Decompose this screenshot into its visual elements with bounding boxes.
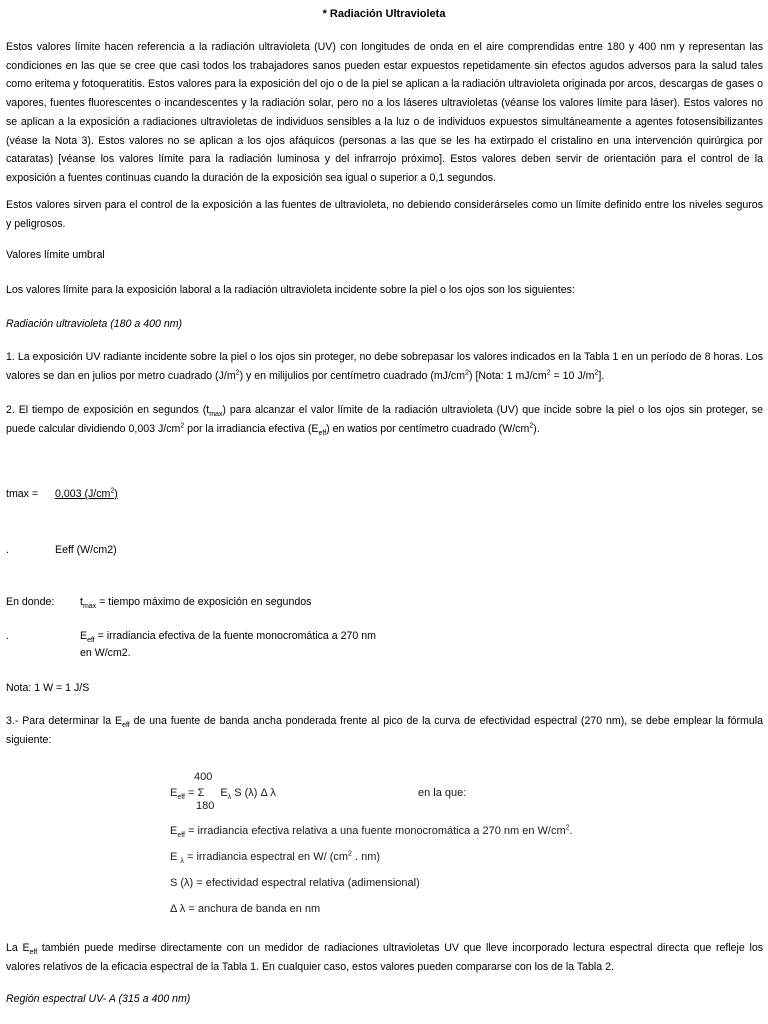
measurement-paragraph: La $E_{eff}$ también puede medirse directamente con un medidor de radiaciones ultravioletas UV que lleve incorporado lectura espectral directa que refleje los valores relativos de la eficacia espectral de la Tabla 1. En cualquier caso, estos valores pueden compararse con los de la Tabla 2. <box>6 942 764 973</box>
formula-def-dlambda: Δ λ = anchura de banda en nm <box>170 903 321 915</box>
point-3-paragraph: 3.- Para determinar la $E_{eff}$ de una fuente de banda ancha ponderada frente al pico de la curva de efectividad espectral (270 nm), se debe emplear la fórmula siguiente: <box>6 715 763 746</box>
tmax-dot: . <box>6 544 9 556</box>
where-eeff-unit: en W/cm2. <box>80 647 131 659</box>
subsection-heading-uva: Región espectral UV- A (315 a 400 nm) <box>6 993 191 1005</box>
where-dot: . <box>6 630 9 642</box>
tmax-lhs: tmax = <box>6 488 39 500</box>
note-watt: Nota: 1 W = 1 J/S <box>6 682 90 694</box>
point-1-paragraph: 1. La exposición UV radiante incidente sobre la piel o los ojos sin proteger, no debe sobrepasar los valores indicados en la Tabla 1 en un período de 8 horas. Los valores se dan en julios por metro cuadrado $(J/m^2)$ y en milijulios por centímetro cuadrado $(mJ/cm^2)$ [Nota: 1 $mJ/cm^2 = 10$ $J/m^2$]. <box>6 351 763 382</box>
sum-lower-limit: 180 <box>196 800 215 812</box>
point-2-paragraph: 2. El tiempo de exposición en segundos $(t_{max})$ para alcanzar el valor límite de la radiación ultravioleta (UV) que incide sobre la piel o los ojos sin proteger, se puede calcular dividiendo 0,003 $J/cm^2$ por la irradiancia efectiva $(E_{eff})$ en watios por centímetro cuadrado $(W/cm^2)$. <box>6 404 763 437</box>
tmax-numerator: 0,003 $(J/cm^2)$ <box>55 487 118 500</box>
where-eeff-def: $E_{eff}$ = irradiancia efectiva de la fuente monocromática a 270 nm <box>80 630 376 645</box>
formula-def-elambda: E $_\lambda$ = irradiancia espectral en W/ ($cm^2$ . nm) <box>170 850 381 866</box>
formula-en-la-que: en la que: <box>418 787 467 799</box>
tmax-denominator: Eeff (W/cm2) <box>55 544 117 556</box>
sum-upper-limit: 400 <box>194 771 213 783</box>
where-tmax-def: $t_{max}$ = tiempo máximo de exposición en segundos <box>80 596 312 611</box>
eeff-formula: $E_{eff} = \Sigma$ $E_\lambda$ S (λ) Δ λ <box>170 787 276 802</box>
formula-def-slambda: S (λ) = efectividad espectral relativa (adimensional) <box>170 877 420 889</box>
where-label: En donde: <box>6 596 55 608</box>
formula-def-eeff: $E_{eff}$ = irradiancia efectiva relativa a una fuente monocromática a 270 nm en $W/cm^2$. <box>170 824 573 840</box>
subsection-heading-uv: Radiación ultravioleta (180 a 400 nm) <box>6 318 183 330</box>
page-title: * Radiación Ultravioleta <box>322 8 446 20</box>
scope-paragraph: Estos valores sirven para el control de la exposición a las fuentes de ultravioleta, no debiendo considerárseles como un límite definido entre los niveles seguros y peligrosos. <box>6 199 763 230</box>
intro-paragraph: Estos valores límite hacen referencia a la radiación ultravioleta (UV) con longitudes de onda en el aire comprendidas entre 180 y 400 nm y representan las condiciones en las que se cree que casi todos los trabajadores sanos pueden estar expuestos repetidamente sin efectos agudos adversos para la salud tales como eritema y fotoqueratitis. Estos valores para la exposición del ojo o de la piel se aplican a la radiación ultravioleta originada por arcos, descargas de gases o vapores, fuentes fluorescentes o incandescentes y la radiación solar, pero no a los láseres ultravioletas (véanse los valores límite para láser). Estos valores no se aplican a la exposición a radiaciones ultravioletas de individuos sensibles a la luz o de individuos expuestos simultáneamente a agentes fotosensibilizantes (véase la Nota 3). Estos valores no se aplican a los ojos afáquicos (personas a las que se les ha extirpado el cristalino en una intervención quirúrgica por cataratas) [véanse los valores límite para la radiación luminosa y del infrarrojo próximo]. Estos valores deben servir de orientación para el control de la exposición a fuentes continuas cuando la duración de la exposición sea igual o superior a 0,1 segundos. <box>6 41 763 184</box>
section-heading-tlv: Valores límite umbral <box>6 249 105 261</box>
tlv-intro-paragraph: Los valores límite para la exposición laboral a la radiación ultravioleta incidente sobre la piel o los ojos son los siguientes: <box>6 284 575 296</box>
